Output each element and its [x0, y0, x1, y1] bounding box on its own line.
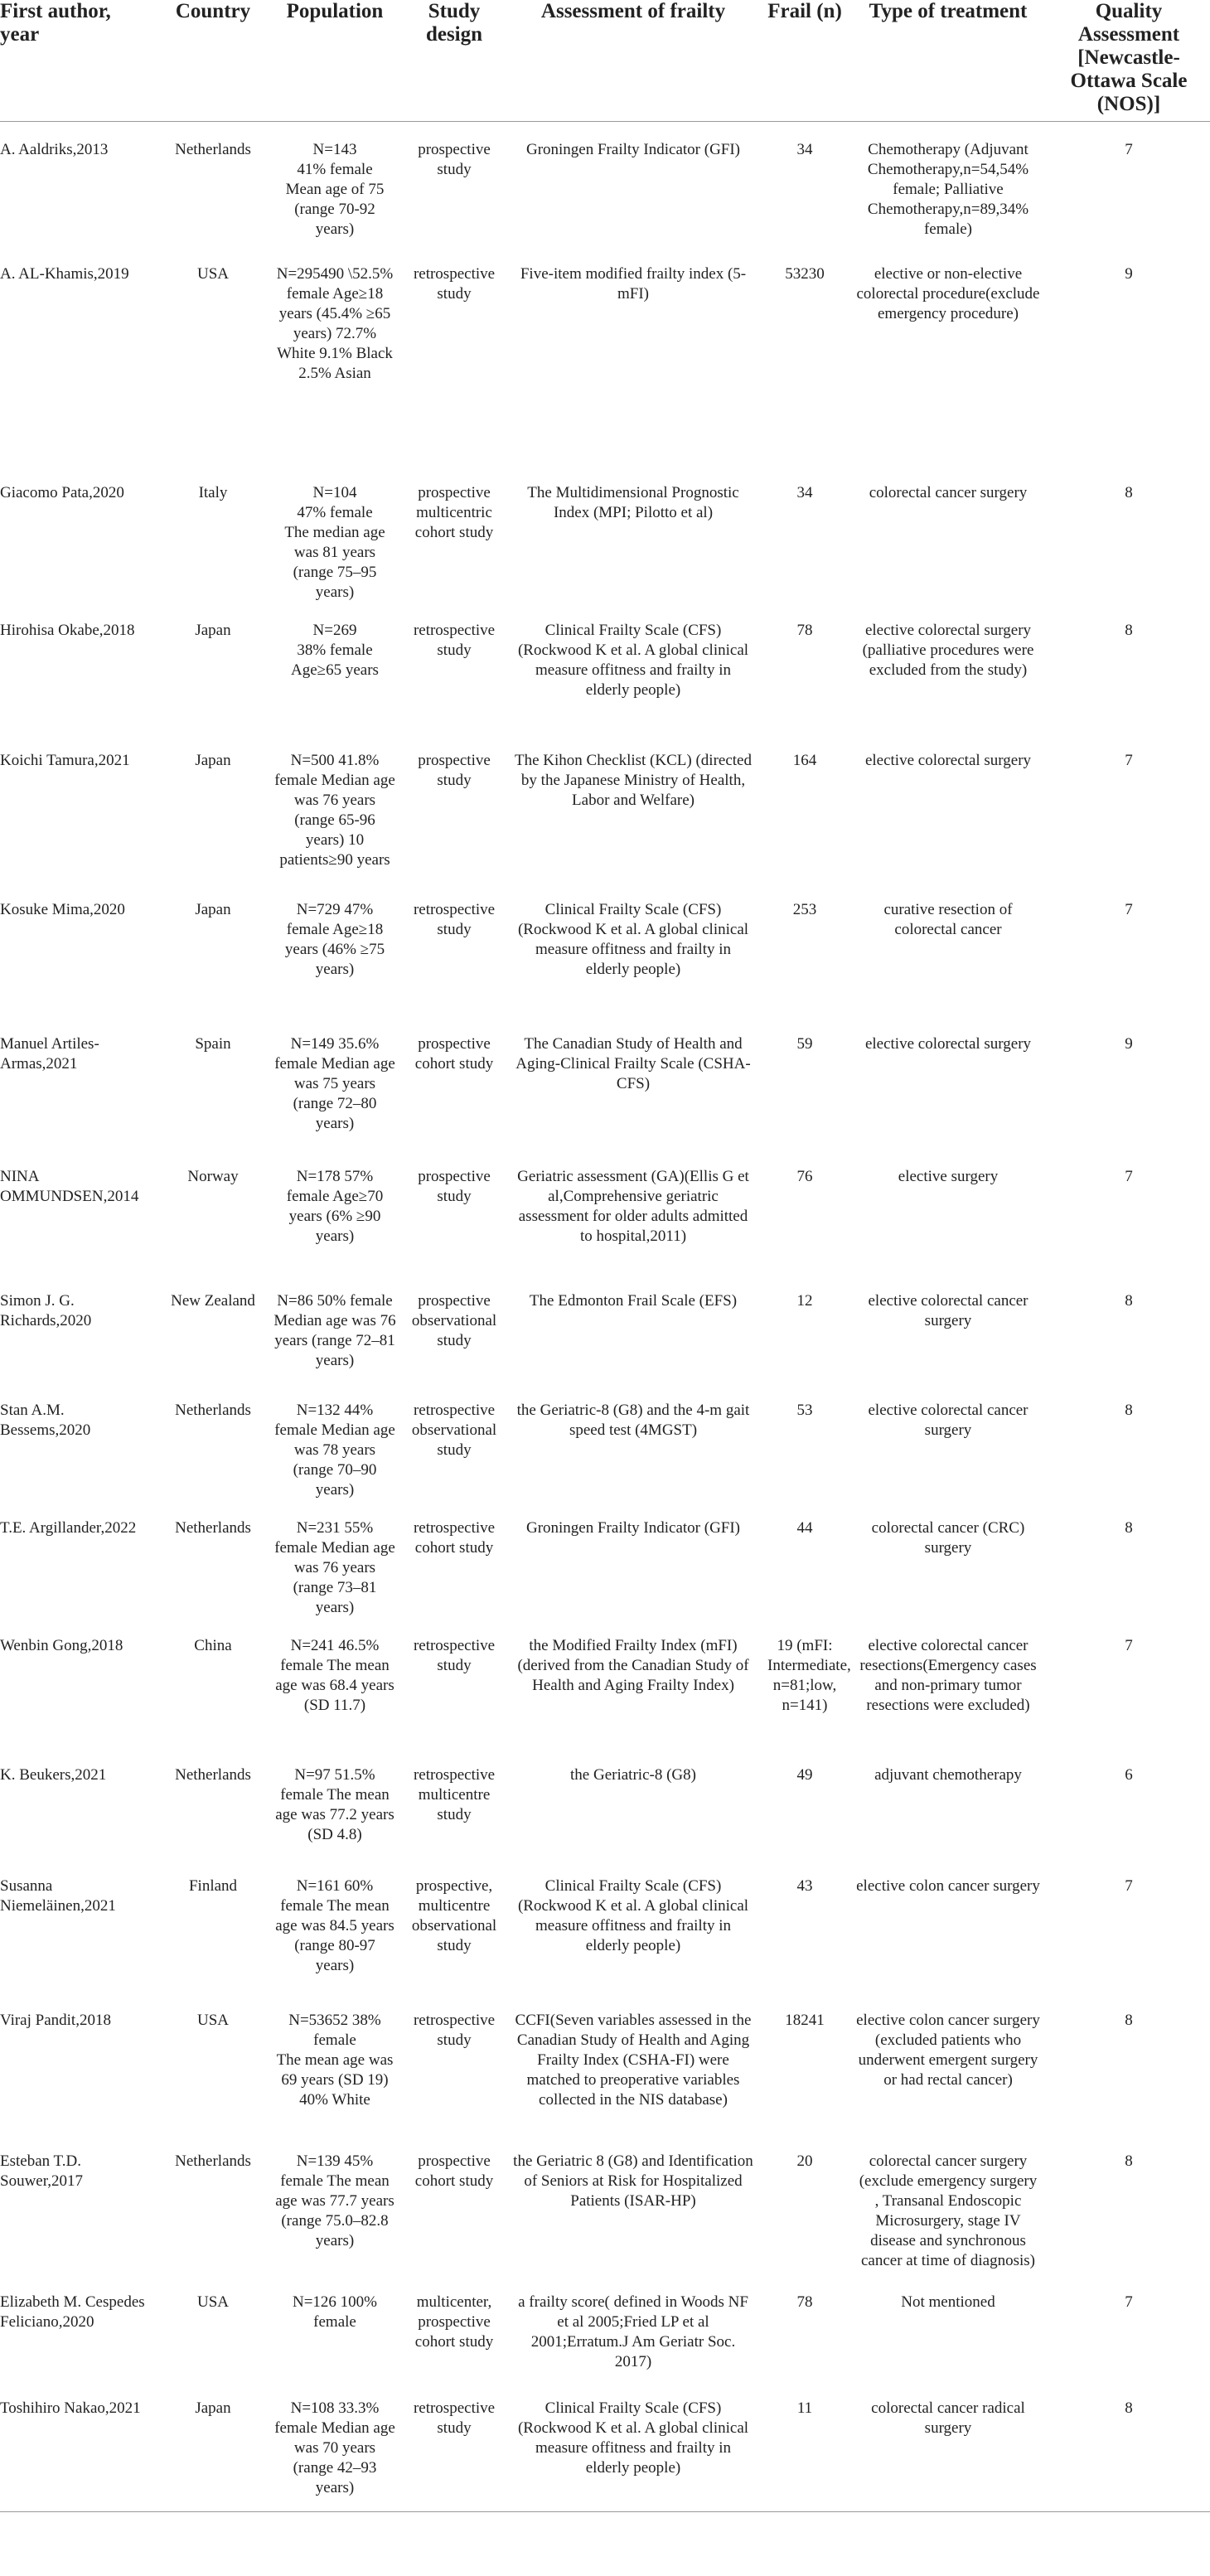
cell-frail: 78	[796, 622, 813, 639]
cell-author: Wenbin Gong,2018	[0, 1637, 123, 1654]
cell-assessment: The Multidimensional Prognostic Index (MPI; Pilotto et al)	[527, 484, 739, 521]
header-author: First author, year	[0, 0, 159, 122]
cell-treatment: colorectal cancer surgery (exclude emergency surgery , Transanal Endoscopic Microsurgery, stage IV disease and synchronous cancer at time of diagnosis)	[859, 2152, 1038, 2269]
table-row	[0, 746, 1210, 895]
cell-quality: 8	[1125, 1519, 1133, 1537]
cell-quality: 8	[1125, 2152, 1133, 2170]
cell-design: prospective multicentric cohort study	[414, 484, 494, 541]
cell-treatment: Chemotherapy (Adjuvant Chemotherapy,n=54,54% female; Palliative Chemotherapy,n=89,34% female)	[867, 141, 1029, 238]
cell-frail: 53	[796, 1402, 813, 1419]
cell-population: N=149 35.6% female Median age was 75 years (range 72–80 years)	[274, 1035, 395, 1132]
cell-quality: 7	[1125, 1168, 1133, 1185]
cell-country: Finland	[188, 1877, 238, 1895]
cell-country: Netherlands	[175, 1766, 251, 1784]
header-quality: Quality Assessment [Newcastle-Ottawa Scale (NOS)]	[1048, 0, 1210, 122]
cell-country: Netherlands	[175, 1519, 251, 1537]
cell-population: N=132 44% female Median age was 78 years (range 70–90 years)	[274, 1402, 395, 1499]
cell-frail: 78	[796, 2293, 813, 2311]
cell-quality: 8	[1125, 484, 1133, 501]
cell-population: N=97 51.5% female The mean age was 77.2 years (SD 4.8)	[275, 1766, 394, 1843]
table-row	[0, 1286, 1210, 1396]
cell-treatment: elective colorectal surgery	[864, 752, 1032, 769]
cell-assessment: Groningen Frailty Indicator (GFI)	[525, 141, 741, 158]
cell-author: Giacomo Pata,2020	[0, 484, 124, 501]
cell-treatment: colorectal cancer (CRC) surgery	[871, 1519, 1025, 1557]
cell-treatment: elective colorectal surgery	[864, 1035, 1032, 1053]
cell-quality: 8	[1125, 2012, 1133, 2029]
cell-design: retrospective observational study	[411, 1402, 497, 1459]
header-frail: Frail (n)	[761, 0, 849, 122]
cell-frail: 18241	[785, 2012, 825, 2029]
cell-quality: 7	[1125, 1877, 1133, 1895]
cell-quality: 8	[1048, 2394, 1210, 2512]
cell-country: Netherlands	[175, 2152, 251, 2170]
header-row	[0, 0, 1210, 122]
cell-frail: 12	[796, 1292, 813, 1310]
cell-country: New Zealand	[171, 1292, 255, 1310]
cell-author: Manuel Artiles-Armas,2021	[0, 1035, 99, 1073]
cell-quality: 7	[1125, 752, 1133, 769]
cell-frail: 11	[761, 2394, 849, 2512]
table-row	[0, 2288, 1210, 2394]
cell-frail: 19 (mFI: Intermediate, n=81;low, n=141)	[767, 1637, 851, 1714]
header-country: Country	[159, 0, 267, 122]
cell-design: retrospective study	[413, 901, 496, 938]
cell-frail: 44	[796, 1519, 813, 1537]
cell-country: Spain	[195, 1035, 231, 1053]
cell-author: T.E. Argillander,2022	[0, 1519, 137, 1537]
cell-assessment: the Geriatric-8 (G8) and the 4-m gait speed test (4MGST)	[516, 1402, 750, 1439]
cell-design: prospective study	[418, 1168, 491, 1205]
cell-country: Netherlands	[175, 1402, 251, 1419]
cell-assessment: Groningen Frailty Indicator (GFI)	[525, 1519, 741, 1537]
cell-author: A. AL-Khamis,2019	[0, 265, 129, 283]
cell-population: N=126 100% female	[292, 2293, 377, 2331]
cell-population: N=53652 38% female The mean age was 69 years (SD 19) 40% White	[276, 2012, 394, 2109]
cell-frail: 76	[796, 1168, 813, 1185]
cell-design: retrospective study	[413, 1637, 496, 1674]
cell-assessment: Clinical Frailty Scale (CFS) (Rockwood K et al. A global clinical measure offitness and frailty in elderly people)	[506, 2394, 761, 2512]
cell-quality: 6	[1125, 1766, 1133, 1784]
cell-assessment: Clinical Frailty Scale (CFS) (Rockwood K et al. A global clinical measure offitness and frailty in elderly people)	[517, 1877, 749, 1954]
cell-author: Susanna Niemeläinen,2021	[0, 1877, 116, 1915]
cell-treatment: elective colon cancer surgery (excluded patients who underwent emergent surgery or had rectal cancer)	[856, 2012, 1040, 2089]
cell-frail: 53230	[785, 265, 825, 283]
cell-design: retrospective study	[413, 265, 496, 303]
cell-design: prospective observational study	[411, 1292, 497, 1349]
table-row	[0, 259, 1210, 478]
cell-population: N=104 47% female The median age was 81 years (range 75–95 years)	[284, 484, 385, 601]
cell-quality: 9	[1125, 265, 1133, 283]
cell-population: N=139 45% female The mean age was 77.7 years (range 75.0–82.8 years)	[275, 2152, 394, 2249]
cell-quality: 8	[1125, 622, 1133, 639]
cell-frail: 20	[796, 2152, 813, 2170]
table-row	[0, 1871, 1210, 2006]
cell-author: Koichi Tamura,2021	[0, 752, 130, 769]
cell-quality: 7	[1125, 2293, 1133, 2311]
table-row	[0, 1513, 1210, 1631]
cell-author: Esteban T.D. Souwer,2017	[0, 2152, 84, 2190]
cell-treatment: colorectal cancer surgery	[869, 484, 1028, 501]
cell-assessment: Five-item modified frailty index (5-mFI)	[520, 265, 747, 303]
table-row	[0, 616, 1210, 746]
cell-assessment: The Kihon Checklist (KCL) (directed by the Japanese Ministry of Health, Labor and Welfare)	[515, 752, 752, 809]
cell-design: multicenter, prospective cohort study	[414, 2293, 494, 2351]
cell-country: Japan	[159, 2394, 267, 2512]
cell-author: Kosuke Mima,2020	[0, 901, 125, 918]
table-row	[0, 1162, 1210, 1286]
cell-population: N=295490 \52.5% female Age≥18 years (45.4% ≥65 years) 72.7% White 9.1% Black 2.5% Asian	[276, 265, 394, 382]
header-design: Study design	[403, 0, 506, 122]
cell-quality: 9	[1125, 1035, 1133, 1053]
cell-frail: 34	[796, 484, 813, 501]
table-row	[0, 2006, 1210, 2147]
cell-population: N=86 50% female Median age was 76 years (range 72–81 years)	[273, 1292, 396, 1369]
cell-quality: 8	[1125, 1292, 1133, 1310]
cell-treatment: adjuvant chemotherapy	[874, 1766, 1022, 1784]
cell-treatment: elective colorectal cancer surgery	[868, 1292, 1028, 1329]
cell-treatment: colorectal cancer radical surgery	[849, 2394, 1048, 2512]
cell-design: prospective study	[418, 141, 491, 178]
cell-author: Viraj Pandit,2018	[0, 2012, 111, 2029]
cell-frail: 253	[792, 901, 817, 918]
cell-frail: 164	[792, 752, 817, 769]
cell-country: Italy	[198, 484, 228, 501]
table-row	[0, 2147, 1210, 2288]
cell-author: Toshihiro Nakao,2021	[0, 2394, 159, 2512]
table-row	[0, 2394, 1210, 2512]
cell-population: N=729 47% female Age≥18 years (46% ≥75 years)	[284, 901, 385, 978]
cell-frail: 43	[796, 1877, 813, 1895]
cell-country: USA	[196, 265, 229, 283]
cell-treatment: elective colorectal cancer resections(Emergency cases and non-primary tumor resections were excluded)	[859, 1637, 1037, 1714]
cell-frail: 59	[796, 1035, 813, 1053]
cell-population: N=108 33.3% female Median age was 70 years (range 42–93 years)	[267, 2394, 403, 2512]
cell-assessment: The Edmonton Frail Scale (EFS)	[529, 1292, 738, 1310]
header-assessment: Assessment of frailty	[506, 0, 761, 122]
cell-author: NINA OMMUNDSEN,2014	[0, 1168, 139, 1205]
cell-frail: 49	[796, 1766, 813, 1784]
cell-design: prospective, multicentre observational study	[411, 1877, 497, 1954]
cell-treatment: elective surgery	[898, 1168, 999, 1185]
cell-author: Elizabeth M. Cespedes Feliciano,2020	[0, 2293, 145, 2331]
cell-population: N=269 38% female Age≥65 years	[291, 622, 379, 679]
cell-assessment: the Geriatric-8 (G8)	[570, 1766, 696, 1784]
cell-assessment: Clinical Frailty Scale (CFS) (Rockwood K et al. A global clinical measure offitness and frailty in elderly people)	[517, 622, 749, 699]
cell-population: N=143 41% female Mean age of 75 (range 70-92 years)	[285, 141, 385, 238]
cell-country: USA	[196, 2293, 229, 2311]
table-row	[0, 122, 1210, 260]
cell-author: K. Beukers,2021	[0, 1766, 107, 1784]
cell-author: A. Aaldriks,2013	[0, 141, 109, 158]
cell-assessment: Clinical Frailty Scale (CFS) (Rockwood K et al. A global clinical measure offitness and frailty in elderly people)	[517, 901, 749, 978]
cell-quality: 7	[1125, 901, 1133, 918]
cell-design: retrospective multicentre study	[413, 1766, 496, 1823]
cell-country: Japan	[195, 901, 231, 918]
cell-design: retrospective study	[403, 2394, 506, 2512]
cell-design: retrospective cohort study	[413, 1519, 496, 1557]
cell-assessment: the Modified Frailty Index (mFI) (derived from the Canadian Study of Health and Aging Frailty Index)	[517, 1637, 749, 1694]
table-row	[0, 1029, 1210, 1162]
cell-author: Simon J. G. Richards,2020	[0, 1292, 92, 1329]
cell-design: retrospective study	[413, 2012, 496, 2049]
cell-treatment: elective or non-elective colorectal procedure(exclude emergency procedure)	[856, 265, 1040, 322]
cell-country: Norway	[187, 1168, 239, 1185]
cell-population: N=241 46.5% female The mean age was 68.4 years (SD 11.7)	[275, 1637, 394, 1714]
cell-country: Netherlands	[175, 141, 251, 158]
cell-population: N=178 57% female Age≥70 years (6% ≥90 years)	[286, 1168, 384, 1245]
cell-treatment: elective colon cancer surgery	[856, 1877, 1040, 1895]
table-row	[0, 1760, 1210, 1871]
cell-assessment: CCFI(Seven variables assessed in the Canadian Study of Health and Aging Frailty Index (CSHA-FI) were matched to preoperative variables collected in the NIS database)	[515, 2012, 752, 2109]
cell-population: N=231 55% female Median age was 76 years (range 73–81 years)	[274, 1519, 395, 1616]
header-population: Population	[267, 0, 403, 122]
cell-country: China	[194, 1637, 232, 1654]
cell-country: Japan	[195, 752, 231, 769]
cell-frail: 34	[796, 141, 813, 158]
table-row	[0, 1631, 1210, 1760]
cell-design: prospective cohort study	[414, 1035, 494, 1073]
cell-quality: 8	[1125, 1402, 1133, 1419]
cell-treatment: curative resection of colorectal cancer	[883, 901, 1013, 938]
table-row	[0, 895, 1210, 1029]
cell-author: Hirohisa Okabe,2018	[0, 622, 135, 639]
cell-assessment: The Canadian Study of Health and Aging-Clinical Frailty Scale (CSHA-CFS)	[515, 1035, 751, 1092]
cell-assessment: a frailty score( defined in Woods NF et al 2005;Fried LP et al 2001;Erratum.J Am Geriatr Soc. 2017)	[518, 2293, 748, 2370]
table-row	[0, 1396, 1210, 1513]
header-treatment: Type of treatment	[849, 0, 1048, 122]
cell-treatment: Not mentioned	[901, 2293, 995, 2311]
cell-assessment: Geriatric assessment (GA)(Ellis G et al,Comprehensive geriatric assessment for older adults admitted to hospital,2011)	[517, 1168, 749, 1245]
cell-population: N=161 60% female The mean age was 84.5 years (range 80-97 years)	[275, 1877, 394, 1974]
cell-quality: 7	[1125, 1637, 1133, 1654]
cell-author: Stan A.M. Bessems,2020	[0, 1402, 91, 1439]
cell-assessment: the Geriatric 8 (G8) and Identification of Seniors at Risk for Hospitalized Patients (ISAR-HP)	[513, 2152, 753, 2210]
cell-design: retrospective study	[413, 622, 496, 659]
cell-country: Japan	[195, 622, 231, 639]
cell-treatment: elective colorectal surgery (palliative procedures were excluded from the study)	[862, 622, 1034, 679]
cell-treatment: elective colorectal cancer surgery	[868, 1402, 1028, 1439]
cell-design: prospective cohort study	[414, 2152, 494, 2190]
cell-design: prospective study	[418, 752, 491, 789]
cell-population: N=500 41.8% female Median age was 76 years (range 65-96 years) 10 patients≥90 years	[274, 752, 395, 869]
cell-quality: 7	[1125, 141, 1133, 158]
cell-country: USA	[196, 2012, 229, 2029]
table-row	[0, 478, 1210, 616]
